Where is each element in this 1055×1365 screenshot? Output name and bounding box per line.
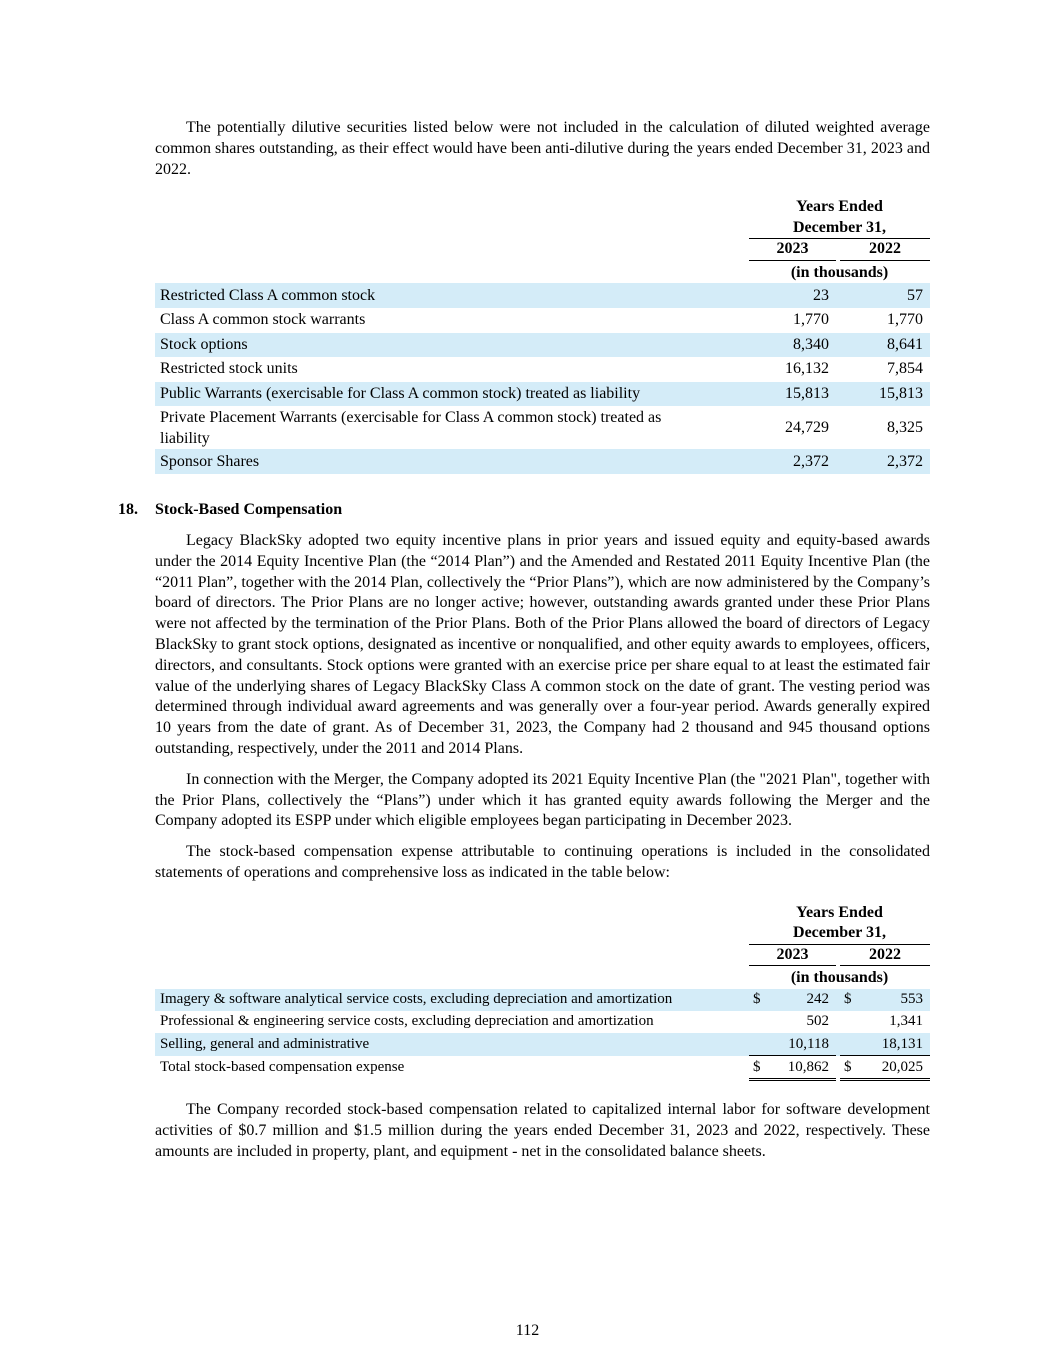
row-value-2023: 10,862 [765,1056,836,1080]
table-row [155,406,930,449]
table-row [155,1033,930,1056]
row-label: Restricted stock units [160,360,298,378]
row-label: Selling, general and administrative [155,1033,746,1056]
table2-units: (in thousands) [790,969,889,987]
row-value-2023: 2,372 [749,449,836,474]
row-value-2022: 20,025 [856,1056,930,1080]
document-page [118,118,930,1163]
table-row [155,382,930,407]
table1-col-2023: 2023 [749,239,836,261]
page-number: 112 [515,1322,540,1339]
row-label: Public Warrants (exercisable for Class A common stock) treated as liability [155,382,746,407]
currency-symbol: $ [749,1056,765,1080]
table-row [155,333,930,358]
stock-compensation-table [155,903,930,1082]
dilutive-securities-table [155,197,930,474]
row-label: Total stock-based compensation expense [160,1059,405,1076]
table-row [155,449,930,474]
row-value-2022: 2,372 [840,449,930,474]
row-label: Class A common stock warrants [160,311,366,329]
table-row-total [155,1056,930,1080]
row-value-2022: 553 [856,989,930,1011]
section-number: 18. [118,500,138,518]
row-value-2023: 16,132 [785,360,829,378]
table-row [155,989,930,1011]
paragraph-expense-intro: The stock-based compensation expense attributable to continuing operations is included in the consolidated statements of operations and comprehensive loss as indicated in the table below: [155,843,930,881]
row-value-2022: 1,770 [887,311,924,329]
table2-col-2023: 2023 [749,944,836,966]
row-value-2023: 24,729 [785,419,829,437]
table1-col-2022: 2022 [840,239,930,261]
table-row [155,1011,930,1033]
row-value-2022: 8,325 [887,419,924,437]
table2-header-line2: December 31, [749,923,930,944]
row-label: Stock options [155,333,746,358]
paragraph-merger: In connection with the Merger, the Company adopted its 2021 Equity Incentive Plan (the "2021 Plan", together with the Prior Plans, collectively the “Plans”) under which it has granted equity awards following the Merger and the Company adopted its ESPP under which eligible employees began participating in December 2023. [155,770,930,830]
intro-paragraph: The potentially dilutive securities listed below were not included in the calculation of diluted weighted average common shares outstanding, as their effect would have been anti-dilutive during the years ended December 31, 2023 and 2022. [155,119,930,178]
table1-header-line1: Years Ended [796,198,883,216]
row-value-2022: 8,641 [840,333,930,358]
table-row [155,357,930,382]
paragraph-prior-plans: Legacy BlackSky adopted two equity incentive plans in prior years and issued equity and equity-based awards under the 2014 Equity Incentive Plan (the “2014 Plan”) and the Amended and Restated 2011 Equity Incentive Plan (the “2011 Plan”, together with the 2014 Plan, collectively the “Prior Plans”), which are now administered by the Company’s board of directors. The Prior Plans are no longer active; however, outstanding awards granted under these Prior Plans were not affected by the termination of the Prior Plans. Both of the Prior Plans allowed the board of directors of Legacy BlackSky to grant stock options, designated as incentive or nonqualified, and other equity awards to employees, officers, directors, and consultants. Stock options were granted with an exercise price per share equal to at least the estimated fair value of the underlying shares of Legacy BlackSky Class A common stock on the date of grant. The vesting period was determined through individual award agreements and was generally over a four-year period. Awards generally expired 10 years from the date of grant. As of December 31, 2023, the Company had 2 thousand and 945 thousand options outstanding, respectively, under the 2011 and 2014 Plans. [155,531,930,757]
row-value-2023: 23 [749,283,836,308]
row-value-2023: 242 [765,989,836,1011]
table1-header-line2: December 31, [749,218,930,239]
row-value-2023: 8,340 [749,333,836,358]
row-value-2022: 1,341 [889,1013,924,1030]
currency-symbol: $ [749,989,765,1011]
row-value-2023: 10,118 [765,1033,836,1056]
section-title: Stock-Based Compensation [155,500,343,518]
row-value-2022: 7,854 [887,360,924,378]
row-value-2022: 18,131 [856,1033,930,1056]
closing-paragraph: The Company recorded stock-based compensation related to capitalized internal labor for software development activities of $0.7 million and $1.5 million during the years ended December 31, 2023 and 2022, respectively. These amounts are included in property, plant, and equipment - net in the consolidated balance sheets. [155,1101,930,1161]
row-label: Imagery & software analytical service costs, excluding depreciation and amortization [155,989,746,1011]
table2-col-2022: 2022 [840,944,930,966]
table2-header-line1: Years Ended [796,903,883,921]
row-label: Restricted Class A common stock [155,283,746,308]
currency-symbol: $ [840,1056,856,1080]
row-value-2023: 1,770 [793,311,829,329]
row-label: Professional & engineering service costs, excluding depreciation and amortization [160,1013,654,1030]
table-row [155,283,930,308]
table-row [155,308,930,333]
row-value-2022: 57 [840,283,930,308]
row-label: Private Placement Warrants (exercisable for Class A common stock) treated as liability [160,408,662,447]
section-heading [118,500,893,520]
row-label: Sponsor Shares [155,449,746,474]
row-value-2023: 502 [806,1013,829,1030]
row-value-2023: 15,813 [749,382,836,407]
currency-symbol: $ [840,989,856,1011]
row-value-2022: 15,813 [840,382,930,407]
table1-units: (in thousands) [790,263,889,281]
